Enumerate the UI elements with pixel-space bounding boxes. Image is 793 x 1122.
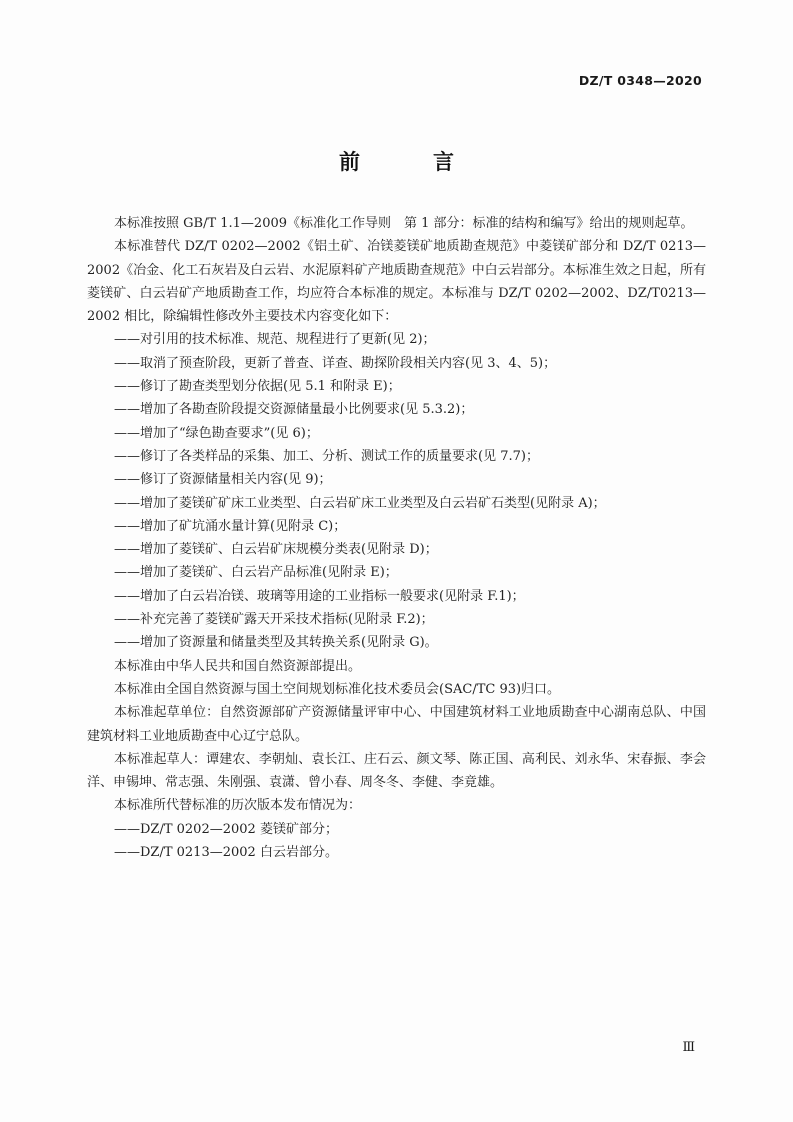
change-list-item: ——增加了“绿色勘查要求”(见 6)； (114, 425, 319, 441)
page-title: 前 言 (339, 150, 480, 174)
change-list-item: ——增加了资源量和储量类型及其转换关系(见附录 G)。 (114, 635, 438, 651)
history-list-item: ——DZ/T 0213—2002 白云岩部分。 (114, 845, 338, 861)
paragraph-drafting-rules: 本标准按照 GB/T 1.1—2009《标准化工作导则 第 1 部分：标准的结构和编写》给出的规则起草。 (114, 216, 694, 231)
change-list-item: ——修订了各类样品的采集、加工、分析、测试工作的质量要求(见 7.7)； (114, 448, 539, 464)
paragraph-drafters: 本标准起草人：谭建农、李朝灿、袁长江、庄石云、颜文琴、陈正国、高利民、刘永华、宋春振、李会洋、申锡坤、常志强、朱刚强、袁潇、曾小春、周冬冬、李健、李竟雄。 (87, 751, 706, 791)
change-list-item: ——增加了菱镁矿、白云岩矿床规模分类表(见附录 D)； (114, 542, 438, 558)
paragraph-committee: 本标准由全国自然资源与国土空间规划标准化技术委员会(SAC/TC 93)归口。 (114, 681, 561, 697)
change-list-item: ——补充完善了菱镁矿露天开采技术指标(见附录 F.2)； (114, 612, 434, 628)
change-list-item: ——增加了各勘查阶段提交资源储量最小比例要求(见 5.3.2)； (114, 402, 474, 418)
history-list-item: ——DZ/T 0202—2002 菱镁矿部分； (114, 821, 338, 837)
change-list-item: ——增加了菱镁矿矿床工业类型、白云岩矿床工业类型及白云岩矿石类型(见附录 A)； (114, 495, 606, 511)
standard-code: DZ/T 0348—2020 (578, 73, 702, 88)
paragraph-replacement: 本标准替代 DZ/T 0202—2002《铝土矿、冶镁菱镁矿地质勘查规范》中菱镁矿部分和 DZ/T 0213—2002《冶金、化工石灰岩及白云岩、水泥原料矿产地质勘查规范》中白云岩部分。本标准生效之日起，所有菱镁矿、白云岩矿产地质勘查工作，均应符合本标准的规定。本标准与 DZ/T 0202—2002、DZ/T0213—2002 相比，除编辑性修改外主要技术内容变化如下： (87, 239, 706, 325)
paragraph-drafting-units: 本标准起草单位：自然资源部矿产资源储量评审中心、中国建筑材料工业地质勘查中心湖南总队、中国建筑材料工业地质勘查中心辽宁总队。 (87, 705, 706, 744)
change-list-item: ——增加了菱镁矿、白云岩产品标准(见附录 E)； (114, 565, 398, 581)
paragraph-history-intro: 本标准所代替标准的历次版本发布情况为： (114, 798, 362, 814)
change-list-item: ——取消了预查阶段，更新了普查、详查、勘探阶段相关内容(见 3、4、5)； (114, 355, 557, 371)
paragraph-proposer: 本标准由中华人民共和国自然资源部提出。 (114, 658, 362, 674)
change-list-item: ——增加了白云岩冶镁、玻璃等用途的工业指标一般要求(见附录 F.1)； (114, 588, 525, 604)
foreword-body (87, 212, 706, 864)
change-list-item: ——增加了矿坑涌水量计算(见附录 C)； (114, 518, 347, 534)
change-list-item: ——修订了勘查类型划分依据(见 5.1 和附录 E)； (114, 379, 401, 395)
change-list-item: ——修订了资源储量相关内容(见 9)； (114, 472, 332, 488)
change-list-item: ——对引用的技术标准、规范、规程进行了更新(见 2)； (114, 332, 436, 348)
page-number: Ⅲ (682, 1040, 695, 1055)
